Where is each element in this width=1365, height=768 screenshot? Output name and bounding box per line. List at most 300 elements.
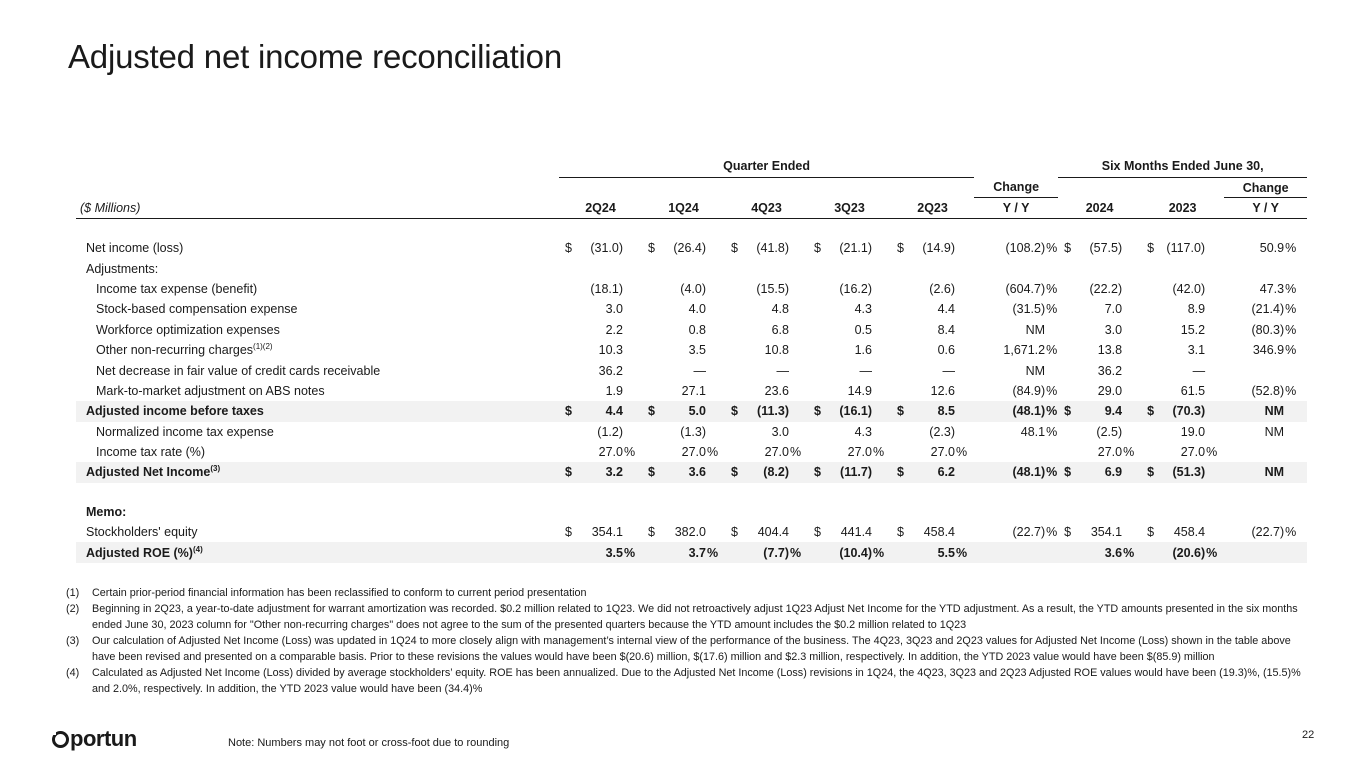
- table-cell: %: [1046, 525, 1058, 540]
- table-cell: 36.2: [1097, 363, 1123, 378]
- table-cell: %: [1285, 241, 1297, 256]
- table-row-tax-rate: [76, 442, 1307, 462]
- table-cell: [1205, 422, 1224, 442]
- col-header-3q23: 3Q23: [808, 198, 891, 219]
- table-cell: [642, 299, 666, 319]
- table-cell: NM: [1025, 322, 1046, 337]
- table-cell: 13.8: [1097, 343, 1123, 358]
- table-cell: 6.8: [771, 322, 789, 337]
- table-cell: (16.1): [832, 401, 872, 421]
- table-cell: [725, 299, 749, 319]
- table-cell: [955, 462, 974, 482]
- row-label: Stock-based compensation expense: [96, 302, 298, 317]
- table-cell: 0.6: [937, 343, 955, 358]
- table-cell: [1205, 299, 1224, 319]
- col-header-yy-ytd: Y / Y: [1224, 198, 1307, 219]
- table-cell: [623, 238, 642, 258]
- footnote-item: [66, 601, 1316, 633]
- table-cell: (21.4): [1251, 302, 1285, 317]
- table-cell: $: [731, 525, 738, 540]
- table-cell: $: [1064, 241, 1072, 256]
- table-cell: 14.9: [847, 383, 872, 398]
- table-cell: (70.3): [1165, 401, 1205, 421]
- table-cell: 8.9: [1187, 302, 1206, 317]
- table-cell: [706, 299, 725, 319]
- table-cell: %: [1045, 462, 1058, 482]
- table-cell: [1141, 442, 1165, 462]
- table-cell: (108.2): [1005, 241, 1046, 256]
- row-label: Adjusted Net Income$^{(3)}$: [76, 462, 559, 482]
- table-cell: %: [707, 445, 719, 460]
- table-cell: 458.4: [1173, 525, 1206, 540]
- table-cell: (22.2): [1089, 281, 1123, 296]
- table-cell: [1236, 360, 1284, 380]
- table-cell: [872, 522, 891, 542]
- row-label: Adjusted ROE (%)$^{(4)}$: [76, 542, 559, 562]
- table-row-adjustments: [76, 258, 1307, 278]
- change-header-top-ytd: Change: [1224, 178, 1307, 198]
- table-cell: [872, 401, 891, 421]
- table-cell: [1058, 299, 1082, 319]
- table-cell: [1058, 340, 1082, 360]
- table-cell: [559, 299, 583, 319]
- table-cell: $: [731, 241, 738, 256]
- table-cell: [891, 381, 915, 401]
- table-cell: [1141, 299, 1165, 319]
- table-cell: %: [1046, 383, 1058, 398]
- table-cell: 1.9: [605, 383, 623, 398]
- table-cell: [789, 299, 808, 319]
- table-cell: [706, 462, 725, 482]
- table-cell: [623, 522, 642, 542]
- table-cell: [872, 279, 891, 299]
- table-cell: 19.0: [1180, 424, 1206, 439]
- six-months-header: Six Months Ended June 30,: [1058, 155, 1307, 178]
- table-cell: [1058, 279, 1082, 299]
- table-cell: (84.9): [1012, 383, 1046, 398]
- table-row-normalized-tax: [76, 422, 1307, 442]
- table-cell: 10.8: [764, 343, 789, 358]
- table-row-adj-net-income: [76, 462, 1307, 482]
- table-cell: [974, 542, 986, 562]
- table-cell: %: [1285, 281, 1297, 296]
- table-cell: 4.4: [583, 401, 623, 421]
- table-cell: NM: [1236, 401, 1284, 421]
- quarter-ended-header: Quarter Ended: [559, 155, 974, 178]
- table-cell: [623, 401, 642, 421]
- table-cell: $: [642, 401, 666, 421]
- table-cell: (15.5): [756, 281, 789, 296]
- table-cell: (21.1): [839, 241, 872, 256]
- table-cell: (1.2): [597, 424, 623, 439]
- table-cell: 2.2: [605, 322, 623, 337]
- table-cell: NM: [1264, 424, 1285, 439]
- table-cell: %: [1205, 542, 1224, 562]
- table-cell: [891, 299, 915, 319]
- col-header-1q24: 1Q24: [642, 198, 725, 219]
- table-cell: [974, 238, 986, 258]
- table-cell: [808, 320, 832, 340]
- table-cell: 27.0: [1180, 445, 1206, 460]
- table-cell: (2.6): [929, 281, 955, 296]
- table-cell: 346.9: [1252, 343, 1285, 358]
- table-cell: [955, 299, 974, 319]
- table-cell: 4.3: [854, 302, 872, 317]
- table-cell: [642, 381, 666, 401]
- table-cell: [1224, 320, 1236, 340]
- table-cell: [725, 340, 749, 360]
- table-cell: 441.4: [840, 525, 872, 540]
- table-cell: 1,671.2: [1003, 343, 1046, 358]
- table-cell: [1284, 360, 1307, 380]
- table-cell: [955, 279, 974, 299]
- table-cell: (2.5): [1096, 424, 1123, 439]
- table-cell: 36.2: [598, 363, 623, 378]
- table-cell: [1058, 422, 1082, 442]
- table-cell: [1205, 401, 1224, 421]
- table-cell: [1236, 542, 1284, 562]
- table-cell: $: [808, 401, 832, 421]
- table-row-net-decrease: [76, 360, 1307, 380]
- table-cell: %: [1046, 241, 1058, 256]
- table-cell: $: [1147, 525, 1155, 540]
- table-cell: [1141, 360, 1165, 380]
- table-cell: 3.0: [605, 302, 623, 317]
- table-cell: %: [873, 445, 885, 460]
- table-cell: (22.7): [1012, 525, 1046, 540]
- table-cell: [789, 340, 808, 360]
- table-cell: 50.9: [1259, 241, 1285, 256]
- table-cell: (52.8): [1251, 383, 1285, 398]
- table-cell: %: [1285, 302, 1297, 317]
- table-cell: [891, 442, 915, 462]
- footnote-number: (1): [66, 587, 80, 599]
- table-cell: [1141, 279, 1165, 299]
- table-cell: 27.1: [681, 383, 706, 398]
- table-cell: [789, 522, 808, 542]
- table-cell: [808, 442, 832, 462]
- table-cell: 7.0: [1104, 302, 1123, 317]
- table-cell: [1224, 522, 1236, 542]
- table-cell: [1224, 542, 1236, 562]
- table-cell: [1224, 381, 1236, 401]
- table-cell: $: [1141, 462, 1165, 482]
- table-cell: 382.0: [674, 525, 706, 540]
- table-cell: [789, 238, 808, 258]
- footnote-number: (3): [66, 635, 80, 647]
- table-cell: [1205, 381, 1224, 401]
- table-cell: [642, 422, 666, 442]
- footnote-item: [66, 633, 1316, 665]
- table-cell: [789, 422, 808, 442]
- table-cell: [1205, 462, 1224, 482]
- table-cell: [891, 422, 915, 442]
- table-cell: %: [1045, 401, 1058, 421]
- table-cell: $: [891, 401, 915, 421]
- table-cell: [1205, 320, 1224, 340]
- table-cell: 10.3: [598, 343, 623, 358]
- table-cell: 354.1: [1090, 525, 1123, 540]
- table-cell: [559, 422, 583, 442]
- table-cell: [974, 381, 986, 401]
- table-cell: [808, 340, 832, 360]
- table-cell: [725, 320, 749, 340]
- table-cell: [1236, 442, 1284, 462]
- table-cell: [559, 381, 583, 401]
- table-cell: [1045, 542, 1058, 562]
- table-cell: [872, 381, 891, 401]
- table-cell: (22.7): [1251, 525, 1285, 540]
- table-cell: $: [1058, 462, 1082, 482]
- table-cell: $: [897, 525, 904, 540]
- table-cell: (2.3): [929, 424, 955, 439]
- table-cell: [974, 522, 986, 542]
- table-cell: (1.3): [680, 424, 706, 439]
- table-cell: $: [565, 525, 572, 540]
- table-cell: %: [1046, 343, 1058, 358]
- table-cell: (14.9): [922, 241, 955, 256]
- table-cell: [1045, 360, 1058, 380]
- table-cell: 3.2: [583, 462, 623, 482]
- table-cell: [974, 279, 986, 299]
- row-label: Income tax rate (%): [96, 445, 206, 460]
- table-cell: 9.4: [1082, 401, 1122, 421]
- footnote-item: [66, 665, 1316, 697]
- table-cell: [1205, 360, 1224, 380]
- table-cell: [789, 462, 808, 482]
- table-cell: (11.3): [749, 401, 789, 421]
- table-cell: [1205, 238, 1224, 258]
- table-row-other-nonrec: [76, 340, 1307, 360]
- table-cell: (10.4): [832, 542, 872, 562]
- table-cell: 354.1: [591, 525, 623, 540]
- table-cell: [1284, 442, 1307, 462]
- table-row-stock-comp: [76, 299, 1307, 319]
- table-cell: [725, 360, 749, 380]
- row-label: Mark-to-market adjustment on ABS notes: [96, 383, 325, 398]
- table-cell: 3.0: [771, 424, 789, 439]
- table-cell: [808, 360, 832, 380]
- table-cell: $: [642, 462, 666, 482]
- table-cell: $: [1141, 401, 1165, 421]
- table-cell: (4.0): [680, 281, 706, 296]
- table-cell: [872, 299, 891, 319]
- table-cell: 4.3: [854, 424, 872, 439]
- table-cell: [986, 542, 1045, 562]
- table-cell: $: [648, 525, 655, 540]
- table-cell: [891, 542, 915, 562]
- table-cell: [1058, 542, 1082, 562]
- row-label: Net income (loss): [86, 241, 184, 256]
- table-cell: [1141, 542, 1165, 562]
- table-cell: 3.5: [583, 542, 623, 562]
- table-cell: [1122, 462, 1141, 482]
- table-cell: [974, 340, 986, 360]
- table-cell: [725, 442, 749, 462]
- table-cell: [623, 279, 642, 299]
- page-title: Adjusted net income reconciliation: [68, 38, 562, 75]
- footnote-number: (2): [66, 603, 80, 615]
- table-cell: [1224, 238, 1236, 258]
- table-cell: %: [790, 445, 802, 460]
- table-cell: %: [956, 445, 968, 460]
- table-cell: [642, 279, 666, 299]
- table-cell: 3.0: [1104, 322, 1123, 337]
- table-cell: 27.0: [681, 445, 706, 460]
- rounding-note: Note: Numbers may not foot or cross-foot due to rounding: [228, 737, 510, 749]
- table-cell: [1141, 320, 1165, 340]
- table-cell: [1058, 442, 1082, 462]
- company-logo: portun: [52, 726, 137, 752]
- table-cell: [789, 279, 808, 299]
- table-cell: [808, 299, 832, 319]
- table-cell: [789, 401, 808, 421]
- table-cell: %: [955, 542, 974, 562]
- table-cell: [706, 381, 725, 401]
- table-cell: [623, 360, 642, 380]
- table-cell: [1141, 340, 1165, 360]
- table-cell: [1284, 542, 1307, 562]
- table-cell: [1284, 401, 1307, 421]
- table-cell: [1224, 299, 1236, 319]
- row-label: Income tax expense (benefit): [96, 281, 258, 296]
- table-cell: —: [693, 363, 706, 378]
- table-cell: [1141, 381, 1165, 401]
- table-cell: [872, 238, 891, 258]
- table-cell: 4.0: [688, 302, 706, 317]
- table-cell: [891, 320, 915, 340]
- table-cell: 1.6: [854, 343, 872, 358]
- footnote-text: Calculated as Adjusted Net Income (Loss) divided by average stockholders’ equity. ROE has been annualized. Due to the Adjusted Net Income (Loss) revisions in 1Q24, the 4Q23, 3Q23 and 2Q23 Adjusted ROE values would have been (19.3)%, (15.5)% and 2.0%, respectively. In addition, the YTD 2023 value would have been (34.4)%: [92, 667, 1301, 695]
- table-row-adj-before-tax: [76, 401, 1307, 421]
- row-label: Memo:: [86, 504, 127, 519]
- table-cell: [1122, 381, 1141, 401]
- table-cell: (604.7): [1005, 281, 1046, 296]
- table-cell: [1224, 422, 1236, 442]
- table-cell: [1122, 238, 1141, 258]
- table-cell: [891, 340, 915, 360]
- table-cell: (18.1): [590, 281, 623, 296]
- table-cell: [1284, 462, 1307, 482]
- row-label: Workforce optimization expenses: [96, 322, 280, 337]
- table-cell: (80.3): [1251, 322, 1285, 337]
- table-cell: (51.3): [1165, 462, 1205, 482]
- table-cell: [789, 320, 808, 340]
- table-cell: $: [897, 241, 904, 256]
- table-cell: [725, 422, 749, 442]
- footnote-text: Our calculation of Adjusted Net Income (Loss) was updated in 1Q24 to more closely align with management’s internal view of the performance of the business. The 4Q23, 3Q23 and 2Q23 values for Adjusted Net Income (Loss) shown in the table above have been revised and presented on a comparable basis. Prior to these revisions the values would have been $(20.6) million, $(17.6) million and $2.3 million, respectively. In addition, the YTD 2023 value would have been $(85.9) million: [92, 635, 1291, 663]
- table-cell: [974, 299, 986, 319]
- table-cell: %: [1123, 445, 1135, 460]
- header-group-row: [76, 155, 1307, 178]
- table-cell: [1205, 340, 1224, 360]
- table-cell: %: [706, 542, 725, 562]
- table-cell: [623, 422, 642, 442]
- row-label: Stockholders' equity: [86, 525, 198, 540]
- row-label: Normalized income tax expense: [96, 424, 274, 439]
- table-row-income-tax: [76, 279, 1307, 299]
- table-cell: (16.2): [839, 281, 872, 296]
- table-cell: [623, 381, 642, 401]
- table-cell: $: [814, 241, 821, 256]
- table-cell: 12.6: [930, 383, 955, 398]
- table-cell: %: [1046, 302, 1058, 317]
- table-cell: [974, 462, 986, 482]
- table-cell: 15.2: [1180, 322, 1206, 337]
- table-cell: —: [1192, 363, 1206, 378]
- col-header-2q23: 2Q23: [891, 198, 974, 219]
- table-cell: [1122, 320, 1141, 340]
- col-header-4q23: 4Q23: [725, 198, 808, 219]
- page-number: 22: [1302, 729, 1315, 741]
- table-cell: [706, 360, 725, 380]
- table-cell: $: [559, 462, 583, 482]
- table-cell: —: [942, 363, 955, 378]
- table-cell: [725, 279, 749, 299]
- table-row-mtm: [76, 381, 1307, 401]
- table-cell: [1122, 360, 1141, 380]
- table-cell: [808, 381, 832, 401]
- table-cell: [623, 462, 642, 482]
- table-cell: %: [1285, 343, 1297, 358]
- table-cell: [1224, 279, 1236, 299]
- col-header-2024: 2024: [1058, 198, 1141, 219]
- table-cell: [1058, 320, 1082, 340]
- row-label: Other non-recurring charges$^{(1)(2)}$: [96, 341, 273, 358]
- table-cell: [974, 360, 986, 380]
- table-cell: 3.6: [1082, 542, 1122, 562]
- table-cell: (31.5): [1012, 302, 1046, 317]
- table-cell: (117.0): [1166, 241, 1206, 256]
- table-cell: 29.0: [1097, 383, 1123, 398]
- table-cell: 3.7: [666, 542, 706, 562]
- table-cell: 47.3: [1259, 281, 1285, 296]
- table-cell: NM: [1025, 363, 1046, 378]
- table-cell: (42.0): [1172, 281, 1206, 296]
- table-cell: [706, 279, 725, 299]
- table-cell: $: [891, 462, 915, 482]
- table-cell: %: [1285, 525, 1297, 540]
- table-cell: 3.1: [1187, 343, 1206, 358]
- table-cell: [1224, 340, 1236, 360]
- table-cell: 458.4: [923, 525, 955, 540]
- table-cell: 4.8: [771, 302, 789, 317]
- table-cell: —: [776, 363, 789, 378]
- footnote-text: Certain prior-period financial information has been reclassified to conform to current period presentation: [92, 587, 587, 599]
- table-cell: [623, 320, 642, 340]
- table-cell: (26.4): [673, 241, 706, 256]
- table-row-memo: [76, 502, 1307, 522]
- table-cell: 48.1: [1020, 424, 1046, 439]
- table-cell: $: [648, 241, 655, 256]
- table-cell: [974, 320, 986, 340]
- table-cell: %: [1046, 424, 1058, 439]
- reconciliation-table: [76, 155, 1307, 563]
- table-cell: [725, 381, 749, 401]
- table-cell: 6.9: [1082, 462, 1122, 482]
- units-label: ($ Millions): [76, 198, 559, 219]
- table-cell: $: [1064, 525, 1072, 540]
- table-cell: 3.5: [688, 343, 706, 358]
- table-cell: $: [1147, 241, 1155, 256]
- table-cell: [1141, 422, 1165, 442]
- table-cell: [706, 422, 725, 442]
- logo-o-mark-icon: [52, 731, 69, 748]
- table-cell: [808, 279, 832, 299]
- table-cell: 0.5: [854, 322, 872, 337]
- table-cell: %: [872, 542, 891, 562]
- table-cell: $: [725, 462, 749, 482]
